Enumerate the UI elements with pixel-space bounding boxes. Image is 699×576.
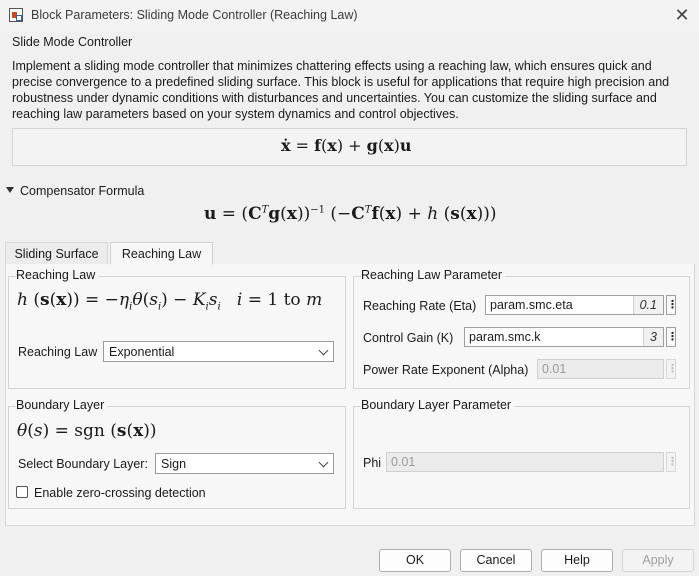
phi-field[interactable] [386, 452, 664, 472]
collapse-triangle-icon[interactable] [6, 187, 14, 193]
help-button[interactable]: Help [541, 549, 613, 572]
header-group-title: Slide Mode Controller [12, 35, 133, 49]
eta-evaluated-value: 0.1 [633, 296, 663, 314]
boundary-layer-select[interactable] [155, 453, 334, 474]
tab-reaching-law[interactable]: Reaching Law [110, 242, 213, 265]
compensator-label[interactable]: Compensator Formula [20, 184, 145, 198]
reaching-law-select-value: Exponential [109, 345, 175, 359]
gain-options-icon[interactable]: ⋮ [666, 327, 676, 347]
gain-value: param.smc.k [469, 330, 541, 344]
boundary-select-label: Select Boundary Layer: [18, 457, 148, 471]
phi-label: Phi [363, 456, 382, 470]
title-bar [0, 0, 699, 32]
chevron-down-icon [319, 346, 329, 356]
alpha-field[interactable] [537, 359, 664, 379]
gain-label: Control Gain (K) [363, 331, 454, 345]
chevron-down-icon [319, 458, 329, 468]
boundary-params-title: Boundary Layer Parameter [361, 398, 514, 412]
eta-value: param.smc.eta [490, 298, 573, 312]
eta-label: Reaching Rate (Eta) [363, 299, 477, 313]
reaching-law-select-label: Reaching Law [18, 345, 98, 359]
eta-options-icon[interactable]: ⋮ [666, 295, 676, 315]
window-title: Block Parameters: Sliding Mode Controller (Reaching Law) [31, 8, 358, 22]
gain-evaluated-value: 3 [643, 328, 663, 346]
eta-field[interactable] [485, 295, 664, 315]
tab-sliding-surface[interactable]: Sliding Surface [5, 242, 108, 265]
reaching-law-formula: h $(s(x)) = -\eta_i\theta(s_i) - K_is_i$ i = 1 to m [17, 290, 323, 313]
boundary-select-value: Sign [161, 457, 187, 471]
reaching-law-select[interactable] [103, 341, 334, 362]
boundary-layer-title: Boundary Layer [16, 398, 107, 412]
compensator-formula: $u = (C^Tg(x))^{-1}$ ($-C^Tf(x) + h$ (s(x))) [204, 204, 497, 224]
alpha-label: Power Rate Exponent (Alpha) [363, 363, 529, 377]
zero-crossing-checkbox[interactable] [16, 486, 28, 498]
zero-crossing-label[interactable]: Enable zero-crossing detection [34, 486, 206, 500]
block-description: Implement a sliding mode controller that minimizes chattering effects using a reaching law, which ensures quick and precise convergence to a predefined sliding surface. This block is useful for applications that require high precision and robustness under dynamic conditions with disturbances and uncertainties. You can customize the sliding surface and reaching law parameters based on your system dynamics and control objectives. [12, 59, 670, 121]
alpha-value: 0.01 [542, 362, 567, 376]
close-icon[interactable]: ✕ [674, 5, 690, 25]
apply-button[interactable]: Apply [622, 549, 694, 572]
reaching-law-title: Reaching Law [16, 268, 98, 282]
ok-button[interactable]: OK [379, 549, 451, 572]
dynamics-equation-box [12, 128, 687, 166]
boundary-layer-formula: θ(s) = sgn (s(x)) [17, 421, 157, 441]
cancel-button[interactable]: Cancel [460, 549, 532, 572]
reaching-params-title: Reaching Law Parameter [361, 268, 505, 282]
dynamics-equation: ẋ = f(x) + g(x)u [281, 136, 412, 155]
phi-value: 0.01 [391, 455, 416, 469]
alpha-options-icon: ⋮ [666, 359, 676, 379]
simulink-block-icon [9, 8, 23, 22]
phi-options-icon: ⋮ [666, 452, 676, 472]
gain-field[interactable] [464, 327, 664, 347]
